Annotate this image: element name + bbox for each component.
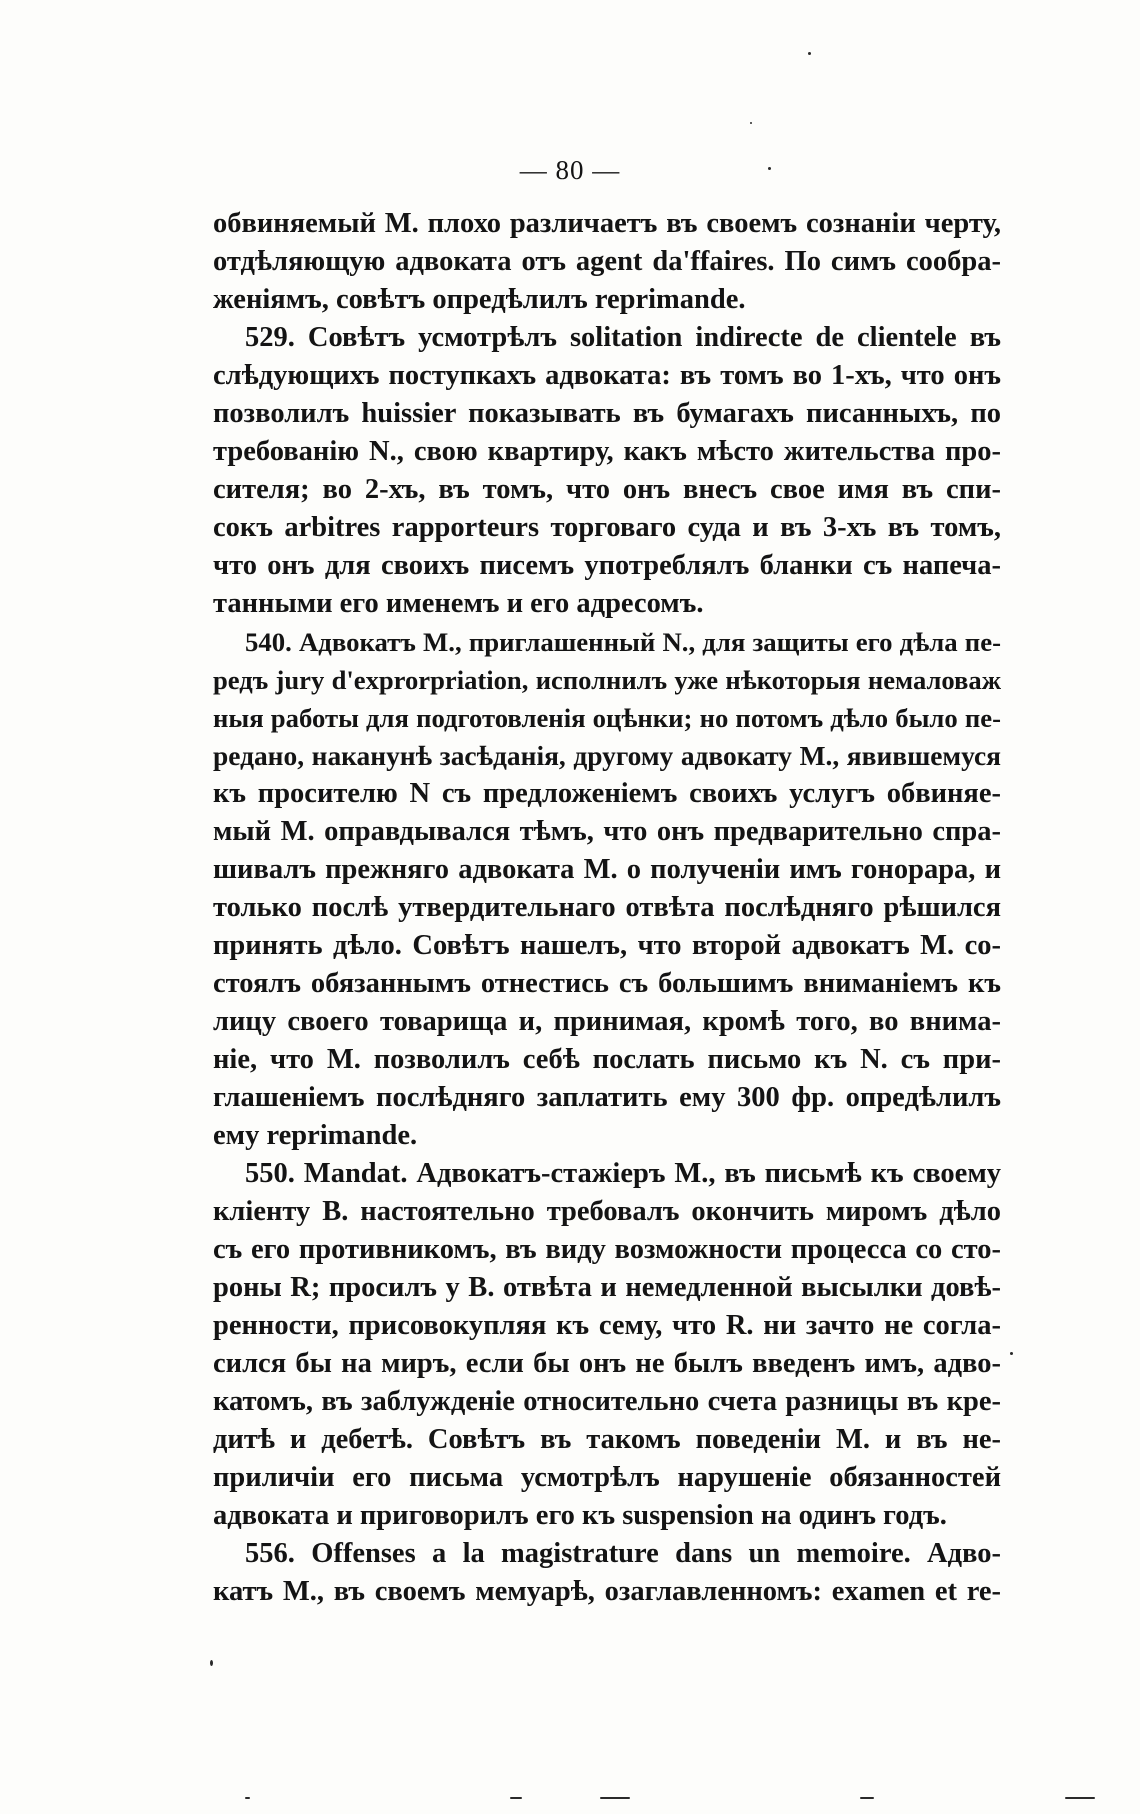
text-line: редъ jury d'exprorpriation, исполнилъ уже нѣкоторыя немаловаж <box>213 665 1001 695</box>
text-line: 529. Совѣтъ усмотрѣлъ solitation indirecte de clientele въ <box>245 322 1001 353</box>
text-line: только послѣ утвердительнаго отвѣта послѣдняго рѣшился <box>213 892 1001 923</box>
text-line: сителя; во 2-хъ, въ томъ, что онъ внесъ свое имя въ спи- <box>213 474 1001 505</box>
text-line: стоялъ обязаннымъ отнестись съ большимъ вниманіемъ къ <box>213 968 1001 999</box>
text-line: позволилъ huissier показывать въ бумагахъ писанныхъ, по <box>213 398 1001 429</box>
scan-speck <box>245 1797 250 1799</box>
page-number: — 80 — <box>519 155 621 185</box>
text-line: что онъ для своихъ писемъ употреблялъ бланки съ напеча- <box>213 550 1001 581</box>
scan-speck <box>210 1660 213 1666</box>
text-line: кліенту В. настоятельно требовалъ окончить миромъ дѣло <box>213 1196 1001 1227</box>
scan-speck <box>768 167 771 170</box>
text-line: ренности, присовокупляя къ сему, что R. ни зачто не согла- <box>213 1310 1001 1341</box>
paragraph-550 <box>213 1155 1001 1535</box>
scan-speck <box>1065 1797 1095 1799</box>
text-line: сокъ arbitres rapporteurs торговаго суда и въ 3-хъ въ томъ, <box>213 512 1001 543</box>
text-line: ныя работы для подготовленія оцѣнки; но потомъ дѣло было пе- <box>213 703 1001 733</box>
text-line: ему reprimande. <box>213 1120 418 1151</box>
text-line: катомъ, въ заблужденіе относительно счета разницы въ кре- <box>213 1386 1001 1417</box>
text-line: слѣдующихъ поступкахъ адвоката: въ томъ во 1-хъ, что онъ <box>213 360 1001 391</box>
text-line: танными его именемъ и его адресомъ. <box>213 588 704 619</box>
scan-speck <box>860 1797 874 1799</box>
text-line: 556. Offenses a la magistrature dans un memoire. Адво- <box>245 1538 1001 1569</box>
paragraph-529 <box>213 319 1001 623</box>
scan-speck <box>510 1797 522 1799</box>
text-line: принять дѣло. Совѣтъ нашелъ, что второй адвокатъ М. со- <box>213 930 1001 961</box>
paragraph-540 <box>213 623 1001 1155</box>
text-line: отдѣляющую адвоката отъ agent da'ffaires. По симъ сообра- <box>213 246 1001 277</box>
page-body <box>213 205 1001 1611</box>
text-line: съ его противникомъ, въ виду возможности процесса со сто- <box>213 1234 1001 1265</box>
text-line: женіямъ, совѣтъ опредѣлилъ reprimande. <box>213 284 746 315</box>
text-line: роны R; просилъ у В. отвѣта и немедленной высылки довѣ- <box>213 1272 1001 1303</box>
text-line: глашеніемъ послѣдняго заплатить ему 300 фр. опредѣлилъ <box>213 1082 1001 1113</box>
paragraph-556 <box>213 1535 1001 1611</box>
text-line: требованію N., свою квартиру, какъ мѣсто жительства про- <box>213 436 1001 467</box>
text-line: ніе, что М. позволилъ себѣ послать письмо къ N. съ при- <box>213 1044 1001 1075</box>
text-line: къ просителю N съ предложеніемъ своихъ услугъ обвиняе- <box>213 778 1001 809</box>
scan-speck <box>600 1797 630 1799</box>
text-line: приличіи его письма усмотрѣлъ нарушеніе обязанностей <box>213 1462 1001 1493</box>
text-line: 540. Адвокатъ М., приглашенный N., для защиты его дѣла пе- <box>245 627 1001 657</box>
text-line: дитѣ и дебетѣ. Совѣтъ въ такомъ поведеніи М. и въ не- <box>213 1424 1001 1455</box>
text-line: 550. Mandat. Адвокатъ-стажіеръ М., въ письмѣ къ своему <box>245 1158 1001 1189</box>
scan-speck <box>1010 1352 1013 1355</box>
scan-speck <box>750 122 752 124</box>
text-line: мый М. оправдывался тѣмъ, что онъ предварительно спра- <box>213 816 1001 847</box>
text-line: лицу своего товарища и, принимая, кромѣ того, во внима- <box>213 1006 1001 1037</box>
text-line: шивалъ прежняго адвоката М. о полученіи имъ гонорара, и <box>213 854 1001 885</box>
text-line: адвоката и приговорилъ его къ suspension на одинъ годъ. <box>213 1500 947 1531</box>
paragraph-continuation <box>213 205 1001 319</box>
text-line: обвиняемый М. плохо различаетъ въ своемъ сознаніи черту, <box>213 208 1001 239</box>
text-line: редано, наканунѣ засѣданія, другому адвокату М., явившемуся <box>213 741 1001 771</box>
text-line: катъ М., въ своемъ мемуарѣ, озаглавленномъ: examen et re- <box>213 1576 1001 1607</box>
text-line: сился бы на миръ, если бы онъ не былъ введенъ имъ, адво- <box>213 1348 1001 1379</box>
scan-speck <box>808 52 811 55</box>
